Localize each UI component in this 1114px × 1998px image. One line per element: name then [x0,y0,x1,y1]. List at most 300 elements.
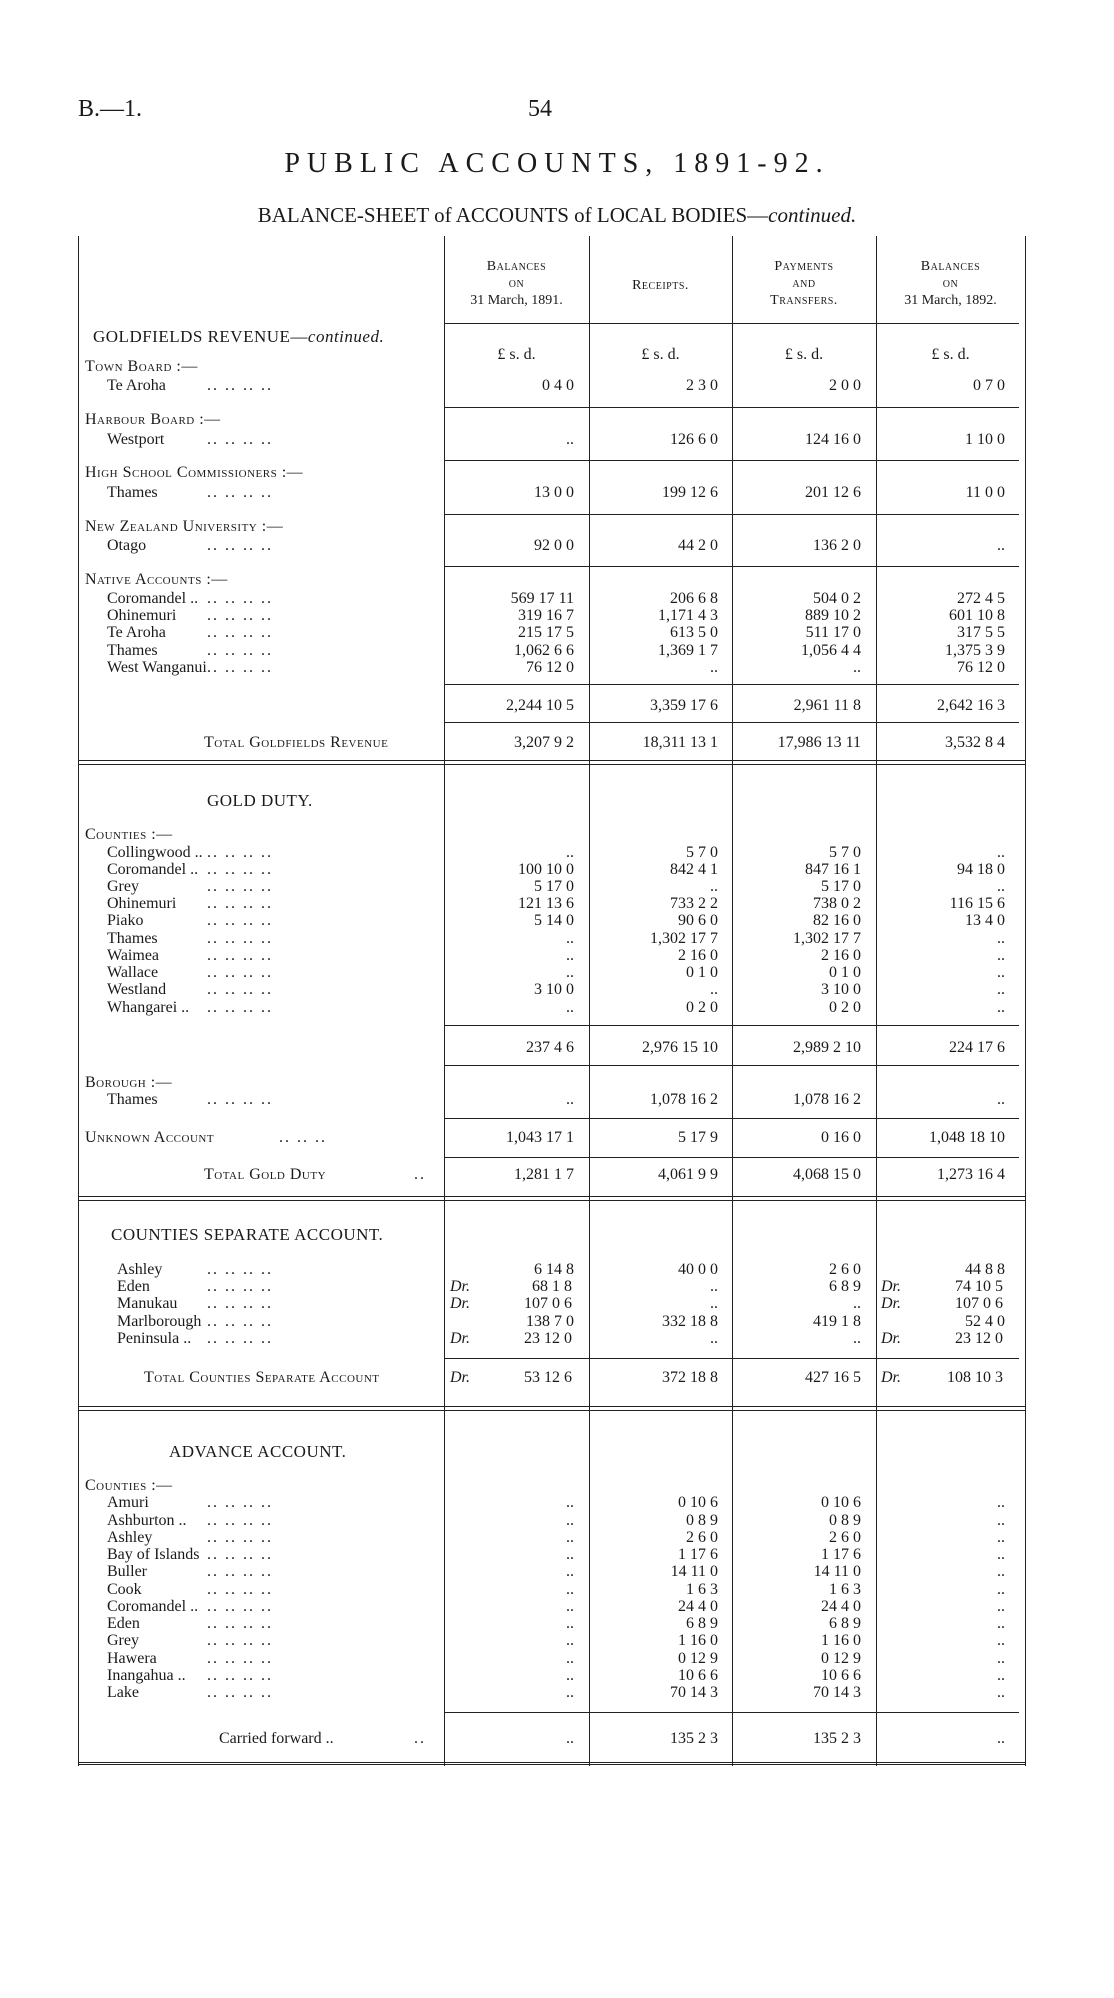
amount-value: 107 0 6 [524,1295,572,1312]
amount-value: .. [997,1091,1005,1108]
amount-pay [737,964,861,982]
row-label: Wallace [107,964,159,981]
amount-rec [594,484,718,502]
column-rule [589,236,590,1766]
amount-b92 [881,878,1005,896]
amount-pay [737,981,861,999]
leader-dots: .. .. .. .. [207,1330,273,1347]
amount-value: 215 17 5 [518,624,574,641]
amount-b92 [881,590,1005,608]
amount-value: 23 12 0 [524,1330,572,1347]
row-label: Waimea [107,947,160,964]
amount-b91 [450,607,574,625]
row-label: Thames [107,1091,158,1108]
amount-value: 5 7 0 [829,844,861,861]
amount-value: 121 13 6 [518,895,574,912]
amount-value: .. [997,1546,1005,1563]
amount-value: 1 17 6 [678,1546,718,1563]
row-label: Inangahua .. [107,1667,186,1684]
leader-dots: .. .. .. .. [207,1261,273,1278]
amount-value: 1,302 17 7 [793,930,861,947]
debit-marker: Dr. [881,1369,902,1386]
amount-value: 1 6 3 [829,1581,861,1598]
row-label: Te Aroha [107,624,166,641]
row-label: Thames [107,484,158,501]
leader-dots: .. .. .. .. [207,981,273,998]
leader-dots: .. .. .. .. [207,484,273,501]
amount-b92 [881,624,1005,642]
amount-b92 [881,734,1005,752]
header-line: 31 March, 1892. [904,293,997,308]
subtitle-main: BALANCE-SHEET of ACCOUNTS of LOCAL BODIES— [257,203,769,227]
header-line: Receipts. [632,278,689,293]
amount-value: 52 4 0 [965,1313,1005,1330]
amount-value: 116 15 6 [949,895,1005,912]
amount-value: .. [997,1730,1005,1747]
amount-value: 1 17 6 [821,1546,861,1563]
amount-value: .. [997,1598,1005,1615]
amount-value: 135 2 3 [670,1730,718,1747]
group-label: Native Accounts :— [85,571,228,588]
amount-value: 1,302 17 7 [650,930,718,947]
amount-value: 0 10 6 [678,1494,718,1511]
amount-pay [737,642,861,660]
amount-rec [594,1632,718,1650]
amount-b91 [450,1512,574,1530]
column-header-c4 [876,258,1025,309]
row-rule [444,407,1019,408]
row-label: Otago [107,537,147,554]
amount-value: .. [566,930,574,947]
leader-dots: .. .. .. .. [207,912,273,929]
amount-rec [594,912,718,930]
amount-value: .. [566,1632,574,1649]
leader-dots: .. .. .. .. [207,895,273,912]
amount-pay [737,659,861,677]
amount-b91 [444,1278,572,1296]
leader-dots: .. .. .. .. [207,431,273,448]
amount-value: .. [997,1563,1005,1580]
amount-value: .. [710,878,718,895]
leader-dots: .. .. .. [279,1129,327,1146]
amount-pay [737,1684,861,1702]
amount-rec [594,1546,718,1564]
amount-b91 [450,947,574,965]
amount-pay [737,878,861,896]
amount-b92 [881,1166,1005,1184]
amount-pay [737,1667,861,1685]
amount-b92 [881,861,1005,879]
group-label: Borough :— [85,1074,173,1091]
amount-value: 2,642 16 3 [937,697,1005,714]
amount-value: .. [566,1730,574,1747]
amount-b91 [450,1632,574,1650]
leader-dots: .. .. .. .. [207,1278,273,1295]
amount-b92 [881,895,1005,913]
leader-dots: .. .. .. .. [207,607,273,624]
amount-value: 5 17 0 [821,878,861,895]
row-label: Bay of Islands [107,1546,200,1563]
subtotal-rule [444,1358,1019,1359]
debit-marker: Dr. [450,1278,471,1295]
amount-value: 1,056 4 4 [801,642,861,659]
amount-value: 272 4 5 [957,590,1005,607]
amount-b92 [875,1330,1003,1348]
amount-value: 2 0 0 [829,377,861,394]
amount-value: 70 14 3 [670,1684,718,1701]
header-line: Balances [486,259,547,274]
amount-value: 601 10 8 [949,607,1005,624]
amount-rec [594,1512,718,1530]
amount-rec [594,1563,718,1581]
debit-marker: Dr. [450,1369,471,1386]
amount-b92 [881,1512,1005,1530]
amount-b91 [450,1667,574,1685]
amount-value: 511 17 0 [805,624,861,641]
row-label: Manukau [117,1295,178,1312]
amount-rec [594,844,718,862]
section-rule [79,760,1025,765]
amount-value: .. [853,659,861,676]
amount-value: 206 6 8 [670,590,718,607]
amount-rec [594,1615,718,1633]
amount-value: 11 0 0 [965,484,1005,501]
section-heading-counties-separate: COUNTIES SEPARATE ACCOUNT. [111,1225,384,1244]
group-label: Town Board :— [85,358,198,375]
amount-b91 [450,878,574,896]
amount-pay [737,1512,861,1530]
leader-dots: .. .. .. .. [207,1632,273,1649]
section-rule [79,1196,1025,1201]
amount-value: 1 16 0 [821,1632,861,1649]
group-label: New Zealand University :— [85,518,284,535]
amount-pay [737,930,861,948]
amount-rec [594,861,718,879]
amount-b91 [450,861,574,879]
leader-dots: .. .. .. .. [207,1684,273,1701]
amount-rec [594,964,718,982]
page-number: 54 [528,96,552,122]
amount-value: 10 6 6 [678,1667,718,1684]
amount-rec [594,1529,718,1547]
row-label: West Wanganui [107,659,207,676]
amount-value: 2 3 0 [686,377,718,394]
leader-dots: .. .. .. .. [207,1546,273,1563]
amount-value: 419 1 8 [813,1313,861,1330]
amount-value: .. [853,1295,861,1312]
section-rule [79,1406,1025,1411]
total-label: Total Gold Duty [204,1166,327,1183]
amount-b91 [450,912,574,930]
amount-rec [594,1330,718,1348]
amount-value: .. [997,1512,1005,1529]
amount-value: 3 10 0 [534,981,574,998]
amount-rec [594,878,718,896]
amount-value: 6 8 9 [686,1615,718,1632]
amount-value: 6 8 9 [829,1278,861,1295]
amount-value: 0 8 9 [829,1512,861,1529]
amount-value: .. [566,1563,574,1580]
amount-b92 [881,1684,1005,1702]
amount-value: 0 7 0 [973,377,1005,394]
section-heading-goldfields [93,327,384,347]
amount-b91 [450,1615,574,1633]
amount-value: 332 18 8 [662,1313,718,1330]
section-heading-gold-duty: GOLD DUTY. [207,791,313,810]
amount-value: 613 5 0 [670,624,718,641]
amount-value: 14 11 0 [670,1563,718,1580]
heading-main: GOLDFIELDS REVENUE— [93,327,308,346]
amount-value: .. [997,999,1005,1016]
amount-pay [737,1730,861,1748]
amount-pay [737,1039,861,1057]
amount-rec [594,537,718,555]
amount-value: 733 2 2 [670,895,718,912]
amount-b91 [450,964,574,982]
amount-value: 94 18 0 [957,861,1005,878]
amount-pay [737,1278,861,1296]
row-label: Ohinemuri [107,895,177,912]
amount-b91 [450,590,574,608]
amount-b92 [881,964,1005,982]
row-label: Ashburton .. [107,1512,187,1529]
amount-b92 [881,377,1005,395]
amount-pay [737,1632,861,1650]
header-line: on [942,276,959,291]
amount-value: .. [997,537,1005,554]
amount-value: 1,171 4 3 [658,607,718,624]
amount-value: 3 10 0 [821,981,861,998]
amount-value: 82 16 0 [813,912,861,929]
amount-rec [594,431,718,449]
amount-b91 [450,431,574,449]
amount-value: 107 0 6 [955,1295,1003,1312]
amount-value: .. [566,1667,574,1684]
amount-b91 [450,1313,574,1331]
amount-rec [594,1667,718,1685]
leader-dots: .. .. .. .. [207,642,273,659]
amount-b91 [450,697,574,715]
row-label: Thames [107,930,158,947]
leader-dots: .. [414,1730,426,1747]
amount-pay [737,1330,861,1348]
amount-pay [737,1166,861,1184]
amount-pay [737,590,861,608]
amount-rec [594,947,718,965]
row-label: Ohinemuri [107,607,177,624]
amount-value: 372 18 8 [662,1369,718,1386]
amount-value: .. [566,964,574,981]
amount-b91 [450,1494,574,1512]
amount-value: 68 1 8 [532,1278,572,1295]
header-line: on [508,276,525,291]
amount-pay [737,1129,861,1147]
amount-rec [594,1650,718,1668]
leader-dots: .. .. .. .. [207,844,273,861]
amount-rec [594,1369,718,1387]
leader-dots: .. .. .. .. [207,878,273,895]
amount-b92 [881,999,1005,1017]
amount-b92 [881,1494,1005,1512]
amount-value: 5 17 0 [534,878,574,895]
amount-value: 17,986 13 11 [777,734,861,751]
units-label: £ s. d. [641,346,680,363]
amount-value: .. [710,1295,718,1312]
table-bottom-rule [79,1762,1025,1763]
amount-value: 237 4 6 [526,1039,574,1056]
column-rule [876,236,877,1766]
amount-value: 4,061 9 9 [658,1166,718,1183]
row-label: Eden [117,1278,150,1295]
amount-value: 0 16 0 [821,1129,861,1146]
amount-value: 23 12 0 [955,1330,1003,1347]
leader-dots: .. .. .. .. [207,1563,273,1580]
amount-b92 [881,1529,1005,1547]
amount-pay [737,895,861,913]
amount-b91 [450,1261,574,1279]
amount-pay [737,607,861,625]
amount-b92 [875,1295,1003,1313]
amount-value: 2 16 0 [821,947,861,964]
amount-pay [737,912,861,930]
amount-b92 [881,697,1005,715]
amount-b92 [881,1039,1005,1057]
amount-b92 [881,431,1005,449]
row-label: Coromandel .. [107,861,199,878]
amount-value: .. [997,1615,1005,1632]
units-label: £ s. d. [784,346,824,363]
row-label: Westland [107,981,167,998]
row-label: Eden [107,1615,140,1632]
amount-value: .. [997,844,1005,861]
row-rule [444,1118,1019,1119]
row-label: Coromandel .. [107,1598,199,1615]
amount-b92 [881,1598,1005,1616]
units-label: £ s. d. [931,346,970,363]
row-label: Ashley [117,1261,163,1278]
amount-b92 [881,1650,1005,1668]
amount-value: .. [566,1091,574,1108]
amount-value: 224 17 6 [949,1039,1005,1056]
amount-rec [594,1278,718,1296]
amount-value: 100 10 0 [518,861,574,878]
subtotal-rule [444,1712,1019,1713]
amount-b92 [881,642,1005,660]
amount-b91 [450,1598,574,1616]
header-line: and [792,276,816,291]
amount-pay [737,1546,861,1564]
amount-value: 2 6 0 [829,1529,861,1546]
row-label: Collingwood .. [107,844,203,861]
column-header-c1 [444,258,589,309]
amount-b91 [444,1295,572,1313]
amount-pay [737,1529,861,1547]
amount-b92 [881,912,1005,930]
total-label: Total Goldfields Revenue [204,734,389,751]
amount-b92 [875,1369,1003,1387]
amount-pay [737,1261,861,1279]
amount-value: 44 8 8 [965,1261,1005,1278]
amount-value: 6 14 8 [534,1261,574,1278]
amount-value: 124 16 0 [805,431,861,448]
amount-value: 889 10 2 [805,607,861,624]
amount-pay [737,484,861,502]
amount-value: 0 2 0 [686,999,718,1016]
group-label: Counties :— [85,826,173,843]
amount-value: 5 17 9 [678,1129,718,1146]
amount-value: 201 12 6 [805,484,861,501]
amount-b92 [881,1632,1005,1650]
amount-value: .. [997,964,1005,981]
amount-value: .. [997,1529,1005,1546]
amount-pay [737,844,861,862]
group-label: Counties :— [85,1477,173,1494]
amount-value: 2,989 2 10 [793,1039,861,1056]
row-label: Coromandel .. [107,590,199,607]
amount-value: .. [566,1529,574,1546]
amount-b91 [450,844,574,862]
subtitle-continued: continued. [768,203,857,227]
amount-value: 1,062 6 6 [514,642,574,659]
amount-rec [594,659,718,677]
amount-value: .. [997,1494,1005,1511]
amount-value: .. [997,1581,1005,1598]
amount-pay [737,861,861,879]
amount-value: 18,311 13 1 [642,734,718,751]
amount-value: 70 14 3 [813,1684,861,1701]
amount-rec [594,1091,718,1109]
amount-value: 1,048 18 10 [929,1129,1005,1146]
debit-marker: Dr. [881,1295,902,1312]
amount-value: 199 12 6 [662,484,718,501]
amount-value: .. [566,1546,574,1563]
amount-pay [737,1091,861,1109]
amount-b92 [881,930,1005,948]
amount-b91 [450,642,574,660]
row-label: Unknown Account [85,1129,215,1146]
page-subtitle [0,203,1114,228]
amount-value: 2,961 11 8 [793,697,861,714]
amount-pay [737,377,861,395]
amount-value: 847 16 1 [805,861,861,878]
amount-value: 1,273 16 4 [937,1166,1005,1183]
amount-rec [594,895,718,913]
amount-b91 [450,537,574,555]
amount-value: .. [997,1667,1005,1684]
amount-pay [737,1615,861,1633]
amount-value: 3,532 8 4 [945,734,1005,751]
amount-value: 1 16 0 [678,1632,718,1649]
leader-dots: .. .. .. .. [207,624,273,641]
amount-value: .. [997,930,1005,947]
leader-dots: .. .. .. .. [207,930,273,947]
amount-value: 5 7 0 [686,844,718,861]
amount-b91 [450,930,574,948]
leader-dots: .. .. .. .. [207,1667,273,1684]
amount-b92 [881,484,1005,502]
amount-rec [594,607,718,625]
amount-pay [737,537,861,555]
amount-value: 1,078 16 2 [650,1091,718,1108]
row-label: Thames [107,642,158,659]
debit-marker: Dr. [881,1278,902,1295]
amount-b91 [450,1546,574,1564]
amount-pay [737,1563,861,1581]
header-line: Transfers. [770,293,838,308]
amount-b91 [450,377,574,395]
row-label: Peninsula .. [117,1330,192,1347]
amount-value: 3,359 17 6 [650,697,718,714]
